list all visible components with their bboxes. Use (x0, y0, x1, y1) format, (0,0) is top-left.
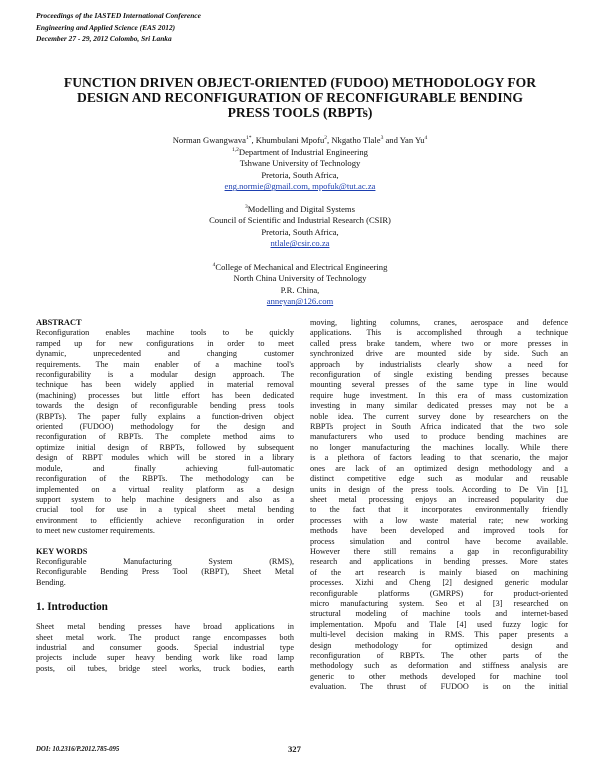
body-line: research and applications in bending presses. More states (310, 557, 568, 567)
body-line: called press brake tandem, where two or more presses in (310, 338, 568, 348)
introduction-line: projects include super heavy bending work like road lamp (36, 653, 294, 663)
left-column (36, 318, 294, 674)
keywords-line: Reconfigurable Manufacturing System (RMS), (36, 556, 294, 566)
abstract-line: towards the design of reconfigurable bending press tools (36, 401, 294, 411)
body-line: investing in many similar dedicated presses may not be a (310, 401, 568, 411)
abstract-line: implemented on a virtual reality platform as a design (36, 484, 294, 494)
affiliation-sup: 4 (212, 262, 216, 269)
abstract-line: (RBPTs). The paper fully explains a function-driven object (36, 411, 294, 421)
title-line: DESIGN AND RECONFIGURATION OF RECONFIGURABLE BENDING (77, 90, 523, 105)
body-line: mounting several presses of the same type in line would (310, 380, 568, 390)
body-line: require huge investment. In this era of mass customization (310, 390, 568, 400)
page-number: 327 (288, 744, 301, 754)
abstract-line: (machining) processes but little effort has been dedicated (36, 390, 294, 400)
section-heading-introduction: 1. Introduction (36, 601, 108, 614)
abstract-line: to meet new customer requirements. (36, 526, 155, 536)
affiliation-block (0, 262, 600, 308)
email-link[interactable]: eng.normie@gmail.com, mpofuk@tut.ac.za (224, 181, 376, 192)
abstract-line: environment to efficiently achieve reconfiguration in order (36, 515, 294, 525)
abstract-body (36, 328, 294, 536)
affiliation-line: Council of Scientific and Industrial Research (CSIR) (209, 215, 391, 226)
affiliation-line: Tshwane University of Technology (239, 158, 361, 169)
keywords-line: Bending. (36, 577, 66, 587)
body-line: of the art research is mainly biased on machining (310, 567, 568, 577)
abstract-line: reconfigurability is a modular design approach. The (36, 370, 294, 380)
affiliation-line: North China University of Technology (233, 273, 367, 284)
body-line: sheet metal processing enjoys an increased popularity due (310, 494, 568, 504)
affiliation-line: Pretoria, South Africa, (261, 226, 339, 237)
conference-line: December 27 - 29, 2012 Colombo, Sri Lanka (36, 34, 172, 43)
abstract-line: technique has been widely applied in material removal (36, 380, 294, 390)
affiliation-line: Modelling and Digital Systems (247, 204, 355, 214)
conference-line: Engineering and Applied Science (EAS 2012) (36, 22, 176, 32)
body-line: to the fact that it incorporates environmentally friendly (310, 505, 568, 515)
author-sup: 2 (324, 135, 328, 142)
body-line: methods have been developed and improved tools for (310, 526, 568, 536)
affiliation-sup: 1,2 (232, 147, 239, 154)
introduction-line: Sheet metal bending presses have broad applications in (36, 622, 294, 632)
email-link[interactable]: ntlale@csir.co.za (270, 238, 330, 249)
affiliation-line: P.R. China, (280, 284, 320, 295)
email-link[interactable]: anneyan@126.com (266, 296, 334, 307)
body-line: implementation. Mpofu and Tlale [4] used fuzzy logic for (310, 619, 568, 629)
body-line: approach by industrialists clearly show a need for (310, 359, 568, 369)
abstract-line: support system to help machine designers and also as a (36, 494, 294, 504)
affiliation-line: Department of Industrial Engineering (238, 147, 368, 157)
keywords-line: Reconfigurable Bending Press Tool (RBPT), Sheet Metal (36, 567, 294, 577)
body-line: no longer manufacturing the machines locally. While there (310, 442, 568, 452)
author-name: and Yan Yu (383, 135, 425, 145)
abstract-line: optimize initial design of RBPTs, followed by subsequent (36, 442, 294, 452)
doi-footer: DOI: 10.2316/P.2012.785-095 (36, 746, 120, 753)
affiliation-sup: 3 (245, 204, 248, 211)
abstract-heading: ABSTRACT (36, 318, 82, 327)
body-line: reconfiguration of RBPTs. The other parts of the (310, 651, 568, 660)
body-line: reconfigurable platforms (GMRPS) for product-oriented (310, 588, 568, 598)
author-name: , Khumbulani Mpofu (251, 135, 325, 145)
abstract-line: oriented (FUDOO) methodology for the design and (36, 422, 294, 432)
conference-line: Proceedings of the IASTED International Conference (36, 11, 201, 20)
abstract-line: dynamic, unprecedented and changing customer (36, 349, 294, 359)
body-line: methodology such as deformation and stiffness analysis are (310, 661, 568, 671)
body-line: structural modeling of machine tools and internet-based (310, 609, 568, 619)
body-line: noble idea. The current survey done by researchers on the (310, 411, 568, 421)
affiliation-line: College of Mechanical and Electrical Engineering (215, 262, 388, 272)
abstract-line: Reconfiguration enables machine tools to be quickly (36, 328, 294, 338)
author-sup: 3 (380, 135, 384, 142)
conference-header (36, 10, 201, 45)
abstract-line: reconfiguration of the RBPTs. The methodology can be (36, 474, 294, 484)
body-line: design methodology for optimized design and (310, 640, 568, 650)
body-line: units in design of the press tools. According to De Vin [1], (310, 484, 568, 494)
author-name: , Nkgatho Tlale (327, 135, 381, 145)
introduction-line: sheet metal work. The product range encompasses both (36, 632, 294, 642)
body-line: However there still remains a gap in reconfigurability (310, 546, 568, 556)
body-line: generic to other methods developed for machine tool (310, 671, 568, 681)
body-line: moving, lighting columns, cranes, aerospace and defence (310, 318, 568, 327)
abstract-line: module, and finally achieving full-automatic (36, 463, 294, 473)
title-line: PRESS TOOLS (RBPTs) (227, 105, 373, 120)
body-line: distinct competitive edge such as modular and reusable (310, 474, 568, 484)
affiliation-block (0, 204, 600, 250)
body-line: processes. Xizhi and Cheng [2] designed generic modular (310, 578, 568, 588)
body-line: processes with a low waste material rate; new working (310, 515, 568, 525)
body-line: RBPTs project in South Africa indicated that the two sole (310, 422, 568, 432)
right-column (310, 318, 568, 693)
introduction-line: industrial and consumer goods. Special industrial type (36, 642, 294, 652)
body-line: micro manufacturing system. Seo et al [3] researched on (310, 598, 568, 608)
abstract-line: design of RBPT modules which will be stored in a library (36, 453, 294, 463)
body-line: evaluation. The thrust of FUDOO is on the initial (310, 682, 568, 692)
body-line: is a plethora of factors leading to that scenario, the major (310, 453, 568, 463)
introduction-line: posts, oil tubes, bridge steel works, truck bodies, earth (36, 663, 294, 673)
body-line: multi-level decision making in RMS. This paper presents a (310, 630, 568, 640)
body-line: reconfiguration of single existing bending presses because (310, 370, 568, 380)
paper-title (40, 75, 560, 120)
body-line: applications. This is accomplished through a technique (310, 328, 568, 338)
affiliation-block (0, 147, 600, 193)
abstract-line: reconfiguration of RBPTs. The complete method aims to (36, 432, 294, 442)
author-sup: 1* (245, 135, 252, 142)
author-list (0, 135, 600, 146)
title-line: FUNCTION DRIVEN OBJECT-ORIENTED (FUDOO) METHODOLOGY FOR (63, 75, 537, 90)
body-line: manufacturers who used to produce bending machines are (310, 432, 568, 442)
body-line: synchronized drive are mounted side by side. Such an (310, 349, 568, 359)
body-line: ones are lack of an optimized design methodology and a (310, 463, 568, 473)
affiliation-line: Pretoria, South Africa, (261, 169, 339, 180)
keywords-heading: KEY WORDS (36, 546, 88, 556)
abstract-line: crucial tool for use in a typical sheet metal bending (36, 505, 294, 515)
right-column-body (310, 318, 568, 693)
introduction-body (36, 622, 294, 674)
author-name: Norman Gwangwava (172, 135, 246, 145)
abstract-line: requirements. The main enabler of a machine tool's (36, 359, 294, 369)
abstract-line: ramped up for new configurations in order to meet (36, 338, 294, 348)
body-line: process simulation and control have become available. (310, 536, 568, 546)
keywords-body (36, 557, 294, 588)
author-sup: 4 (424, 135, 428, 142)
